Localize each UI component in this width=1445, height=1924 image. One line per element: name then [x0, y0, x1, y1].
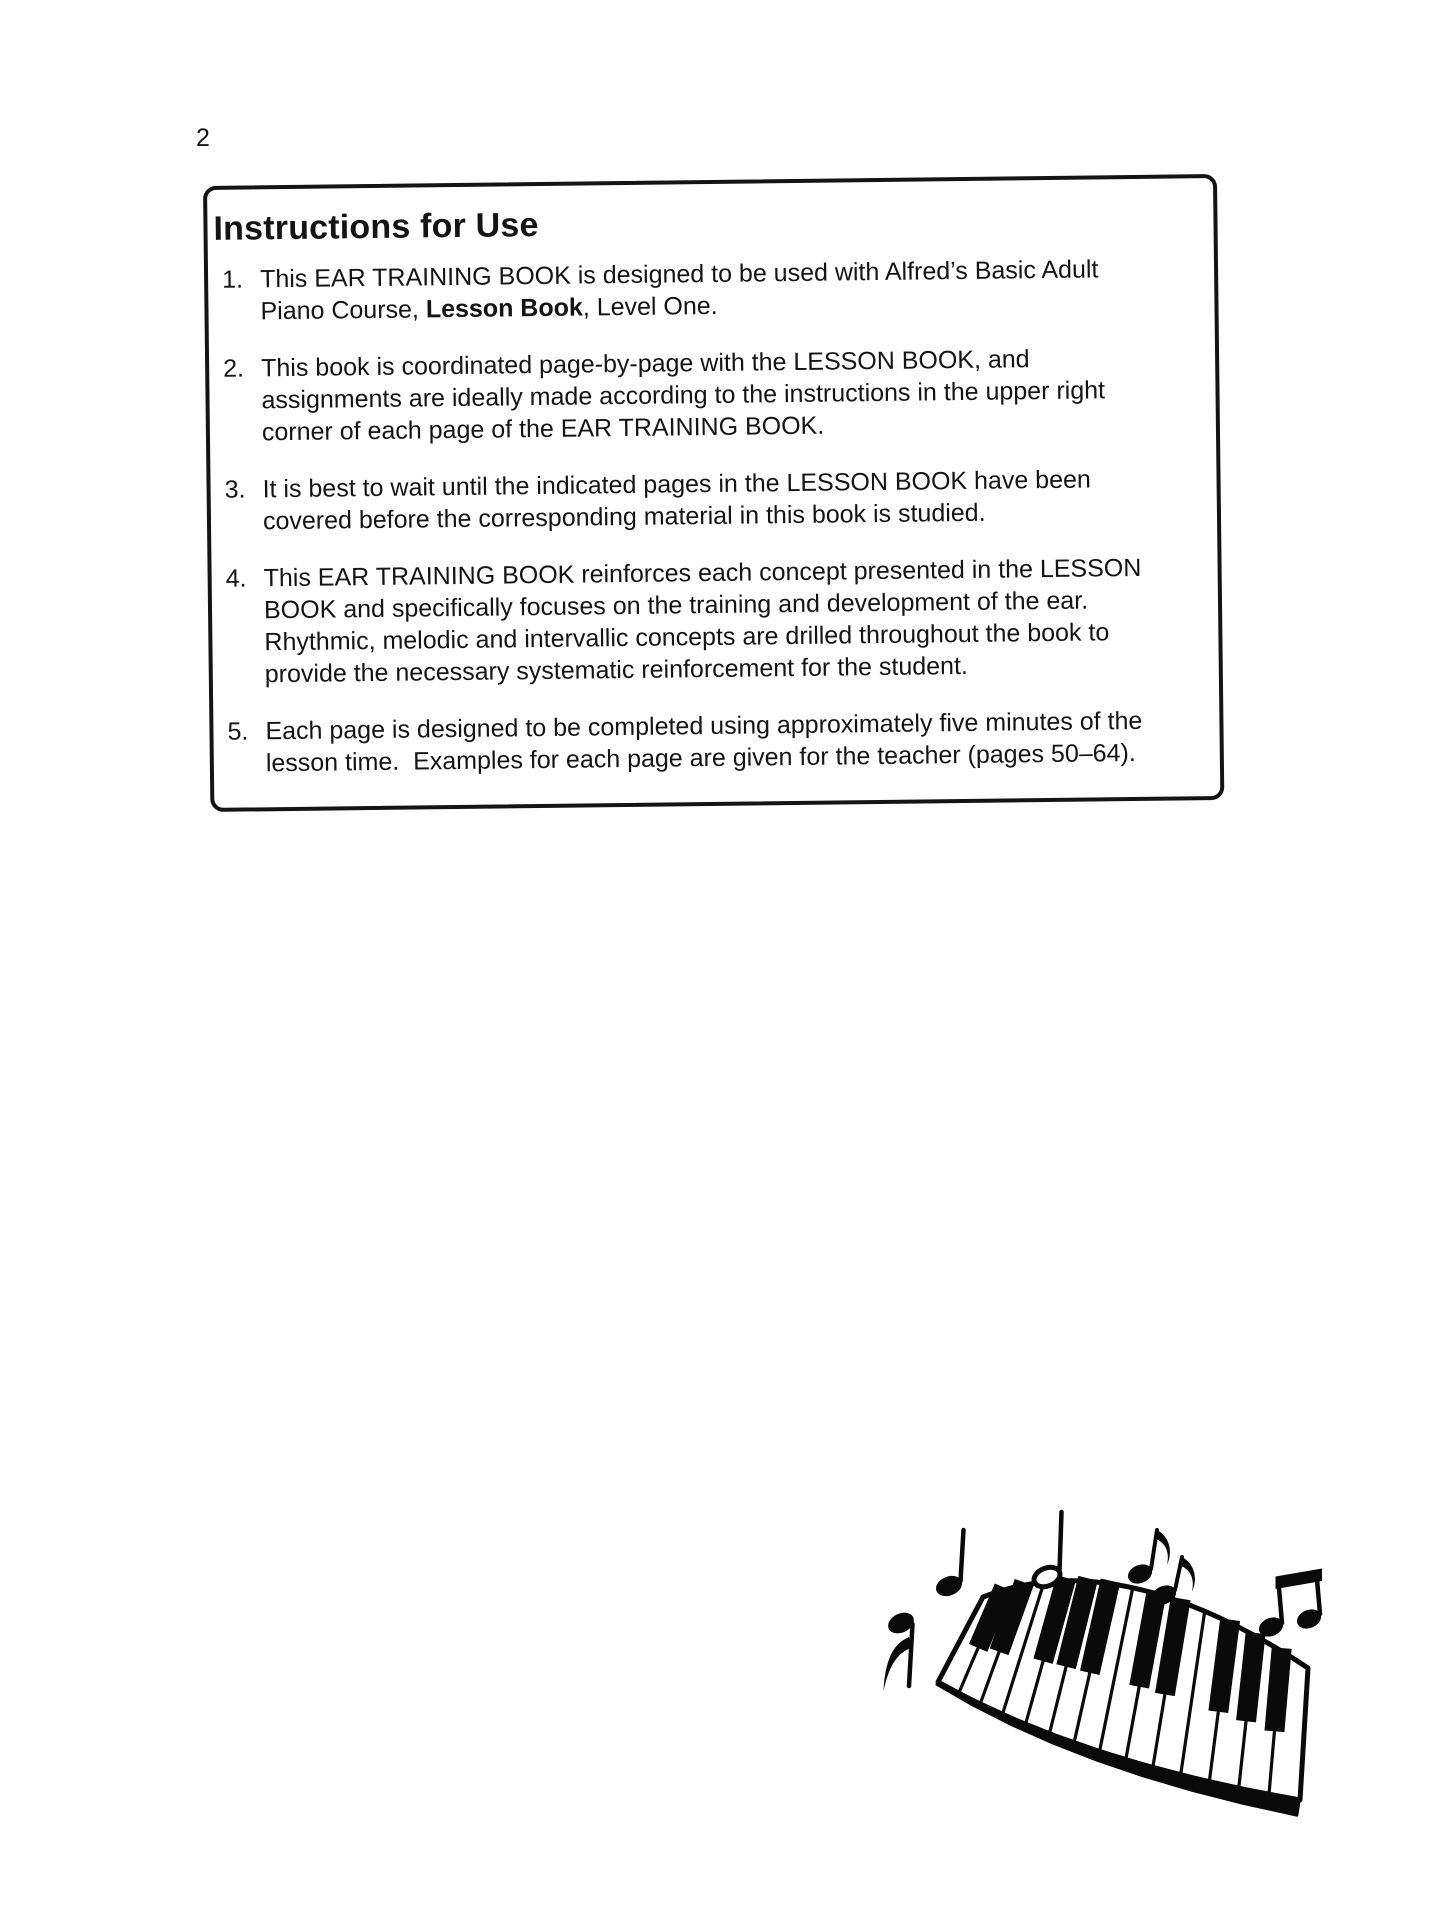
piano-music-illustration	[680, 1470, 1350, 1820]
item-number: 4.	[225, 564, 247, 593]
item-number: 3.	[224, 475, 246, 504]
eighth-note-icon	[884, 1609, 918, 1691]
instruction-item	[222, 252, 1195, 328]
instruction-item	[225, 551, 1198, 691]
item-text: This book is coordinated page-by-page with the LESSON BOOK, and assignments are ideally made according to the instructions in the upper right corner of each page of the EAR TRAINING BOOK.	[261, 345, 1106, 447]
instruction-item	[227, 704, 1200, 780]
piano-keyboard-icon	[937, 1575, 1308, 1816]
half-note-icon	[1031, 1512, 1063, 1590]
item-number: 2.	[223, 354, 245, 383]
instruction-item	[224, 462, 1197, 538]
item-text-post: , Level One.	[582, 291, 718, 322]
beamed-eighth-notes-icon	[1256, 1569, 1324, 1641]
quarter-note-icon	[933, 1530, 965, 1600]
item-number: 1.	[221, 265, 244, 294]
item-text	[260, 252, 1191, 327]
instructions-title: Instructions for Use	[213, 206, 539, 248]
item-text: It is best to wait until the indicated pages in the LESSON BOOK have been covered before the corresponding material in this book is studied.	[262, 465, 1091, 536]
item-text-pre: This EAR TRAINING BOOK is designed to be used with Alfred’s Basic Adult Piano Course,	[259, 255, 1099, 326]
item-number: 5.	[227, 717, 249, 746]
instruction-item	[223, 341, 1196, 449]
item-text-bold: Lesson Book	[425, 293, 583, 324]
item-text: This EAR TRAINING BOOK reinforces each concept presented in the LESSON BOOK and specifically focuses on the training and development of the ear. Rhythmic, melodic and intervallic concepts are drilled throughout the book to provide the necessary systematic reinforcement for the student.	[263, 553, 1142, 689]
page-number: 2	[196, 124, 210, 152]
instructions-box	[203, 174, 1224, 812]
item-text: Each page is designed to be completed using approximately five minutes of the lesson time. Examples for each page are given for the teacher (pages 50–64).	[265, 706, 1143, 778]
